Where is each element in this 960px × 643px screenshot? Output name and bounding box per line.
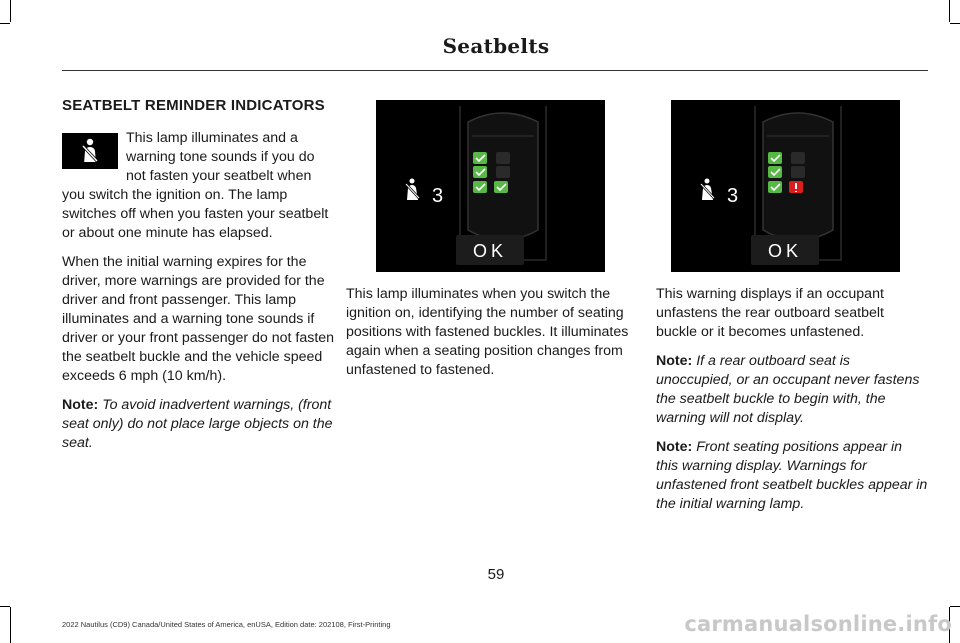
seatbelt-count-icon [406,179,419,201]
ok-label: OK [472,241,508,261]
ok-label: OK [767,241,803,261]
note-text: If a rear outboard seat is unoccupied, or an occupant never fastens the seatbelt buckle to begin with, the warning will not display. [656,353,920,426]
paragraph-initial-warning: When the initial warning expires for the driver, more warnings are provided for the driver and front passenger. This lamp illuminates and a warning tone sounds if driver or your front passenger do not fasten the seatbelt buckle and the vehicle speed exceeds 6 mph (10 km/h). [62,254,335,384]
note-label: Note: [656,353,693,369]
note-text: To avoid inadvertent warnings, (front seat only) do not place large objects on the seat. [62,397,333,451]
note-unoccupied [656,352,928,428]
seatbelt-status-display-fastened [376,100,605,272]
seatbelt-status-display-unfastened [671,100,900,272]
note-front-seating [656,438,928,514]
note-label: Note: [656,439,693,455]
crop-mark [0,606,10,607]
crop-mark [950,23,960,24]
note-large-objects [62,396,338,453]
section-heading: SEATBELT REMINDER INDICATORS [62,97,325,114]
lamp-description: This lamp illuminates and a warning tone sounds if you do not fasten your seatbelt when you switch the ignition on. The lamp switches off when you fasten your seatbelt or about one minute has elapsed. [62,130,329,241]
unfastened-description: This warning displays if an occupant unfastens the rear outboard seatbelt buckle or it becomes unfastened. [656,286,884,340]
right-column [656,285,928,524]
page-number: 59 [487,566,505,583]
crop-mark [10,0,11,22]
seatbelt-count: 3 [727,185,739,207]
seatbelt-warning-icon [62,133,118,169]
note-label: Note: [62,397,99,413]
fastened-description: This lamp illuminates when you switch the ignition on, identifying the number of seating positions with fastened buckles. It illuminates again when a seating position changes from unfastened to fastened. [346,286,629,378]
crop-mark [0,23,10,24]
page-title: Seatbelts [442,34,550,58]
middle-column [346,285,632,390]
seatbelt-count: 3 [432,185,444,207]
watermark: carmanualsonline.info [684,612,952,636]
crop-mark [950,606,960,607]
left-column [62,96,338,463]
note-text: Front seating positions appear in this warning display. Warnings for unfastened front seatbelt buckles appear in the initial warning lamp. [656,439,928,512]
crop-mark [10,607,11,643]
header-rule [62,70,928,71]
edition-footer: 2022 Nautilus (CD9) Canada/United States of America, enUSA, Edition date: 202108, First-Printing [62,620,391,629]
crop-mark [949,0,950,22]
